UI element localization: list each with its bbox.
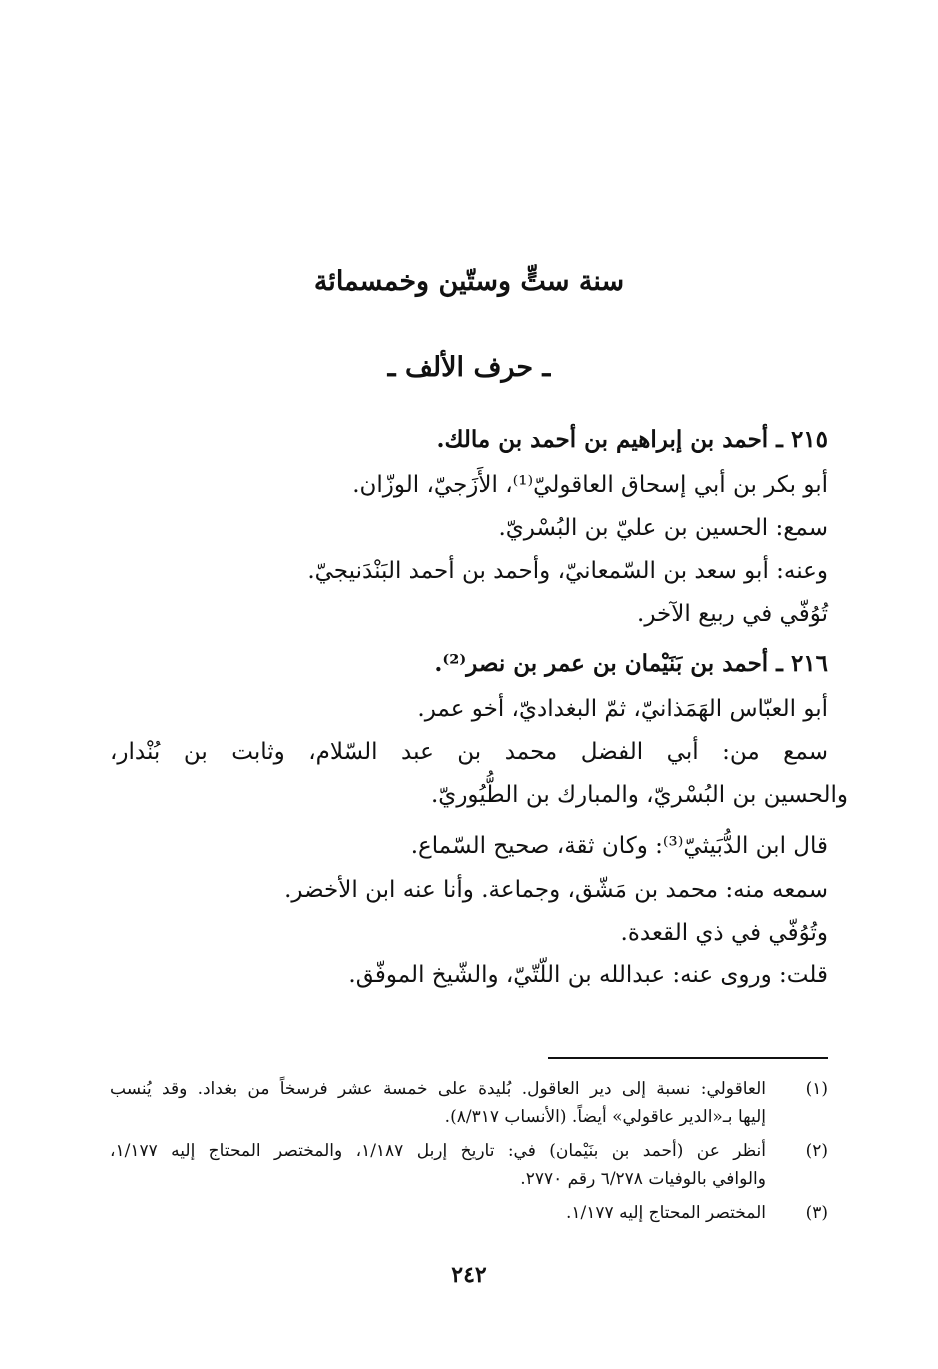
- section-heading: ـ حرف الألف ـ: [387, 352, 551, 383]
- footnote-divider: [548, 1057, 828, 1059]
- entry-215-title: ٢١٥ ـ أحمد بن إبراهيم بن أحمد بن مالك.: [436, 426, 828, 453]
- footnote: [110, 1199, 828, 1227]
- footnote: [110, 1137, 828, 1193]
- footnote-text: إليها بـ«الدير عاقولي» أيضاً. (الأنساب ٨/٣١٧).: [444, 1107, 766, 1127]
- entry-215-line: وعنه: أبو سعد بن السّمعانيّ، وأحمد بن أحمد البَنْدَنيجيّ.: [307, 558, 828, 584]
- page-number: ٢٤٢: [451, 1262, 487, 1288]
- entry-215-line: أبو بكر بن أبي إسحاق العاقوليّ⁽¹⁾، الأَزَجيّ، الوزّان.: [352, 472, 828, 498]
- entry-216-line: وتُوُفّي في ذي القعدة.: [620, 920, 828, 946]
- footnote-number: (١): [805, 1079, 828, 1099]
- entry-216-line: أبو العبّاس الهَمَذانيّ، ثمّ البغداديّ، أخو عمر.: [417, 696, 828, 722]
- entry-216-line: سمع من: أبي الفضل محمد بن عبد السّلام، وثابت بن بُنْدار،: [110, 739, 828, 765]
- footnote-text: والوافي بالوفيات ٦/٢٧٨ رقم ٢٧٧٠.: [520, 1169, 766, 1189]
- year-heading: سنة ستٍّ وستّين وخمسمائة: [313, 266, 625, 297]
- entry-216-line: قال ابن الدُّبَيثيّ⁽³⁾: وكان ثقة، صحيح السّماع.: [410, 833, 828, 859]
- footnote-text: المختصر المحتاج إليه ١/١٧٧.: [566, 1203, 766, 1223]
- footnote-number: (٣): [805, 1203, 828, 1223]
- entry-216-title: ٢١٦ ـ أحمد بن بَنَيْمان بن عمر بن نصر⁽²⁾.: [434, 650, 828, 677]
- entry-215-line: تُوُفّي في ربيع الآخر.: [637, 601, 828, 627]
- entry-215-line: سمع: الحسين بن عليّ بن البُسْريّ.: [498, 515, 828, 541]
- footnote: [110, 1075, 828, 1131]
- entry-216-line: والحسين بن البُسْريّ، والمبارك بن الطُّيُوريّ.: [431, 782, 848, 808]
- footnote-text: أنظر عن (أحمد بن بنَيْمان) في: تاريخ إربل ١/١٨٧، والمختصر المحتاج إليه ١/١٧٧،: [110, 1141, 766, 1161]
- footnote-number: (٢): [805, 1141, 828, 1161]
- entry-216-line: سمعه منه: محمد بن مَشّق، وجماعة. وأنا عنه ابن الأخضر.: [284, 877, 828, 903]
- footnote-text: العاقولي: نسبة إلى دير العاقول. بُليدة على خمسة عشر فرسخاً من بغداد. وقد يُنسب: [110, 1079, 766, 1099]
- entry-216-line: قلت: وروى عنه: عبدالله بن اللّتّيّ، والشّيخ الموفّق.: [348, 962, 828, 988]
